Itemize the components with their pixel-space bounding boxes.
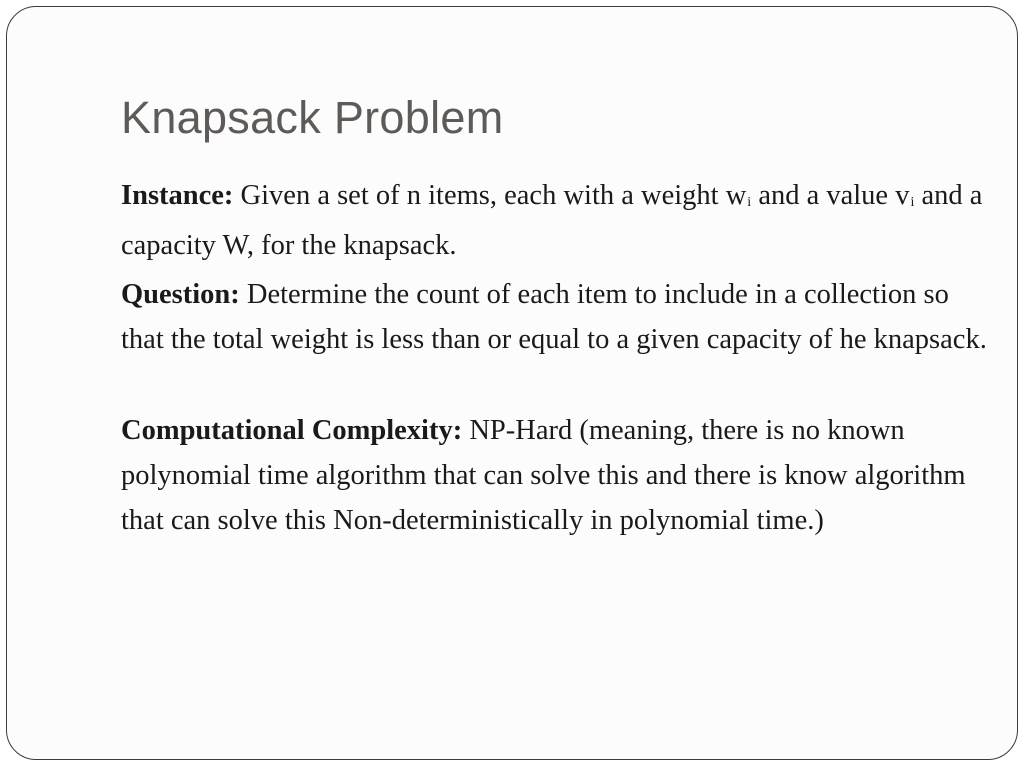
question-label: Question: [121, 279, 240, 310]
complexity-paragraph [121, 408, 991, 543]
question-text: Determine the count of each item to include in a collection so that the total weight is less than or equal to a given capacity of he knapsack. [121, 279, 987, 355]
instance-label: Instance: [121, 180, 234, 211]
slide [6, 6, 1018, 760]
weight-subscript: i [747, 195, 752, 210]
value-subscript: i [910, 195, 915, 210]
complexity-text: NP-Hard (meaning, there is no known polynomial time algorithm that can solve this and there is know algorithm that can solve this Non-deterministically in polynomial time.) [121, 415, 966, 536]
complexity-label: Computational Complexity: [121, 415, 463, 446]
slide-body [121, 173, 991, 547]
slide-title: Knapsack Problem [121, 92, 504, 143]
question-paragraph [121, 272, 991, 362]
instance-text-a: Given a set of n items, each with a weight w [233, 180, 747, 211]
instance-text-b: and a value v [751, 180, 910, 211]
instance-text-c: and a capacity W, for the knapsack. [121, 180, 983, 261]
instance-paragraph [121, 173, 991, 268]
